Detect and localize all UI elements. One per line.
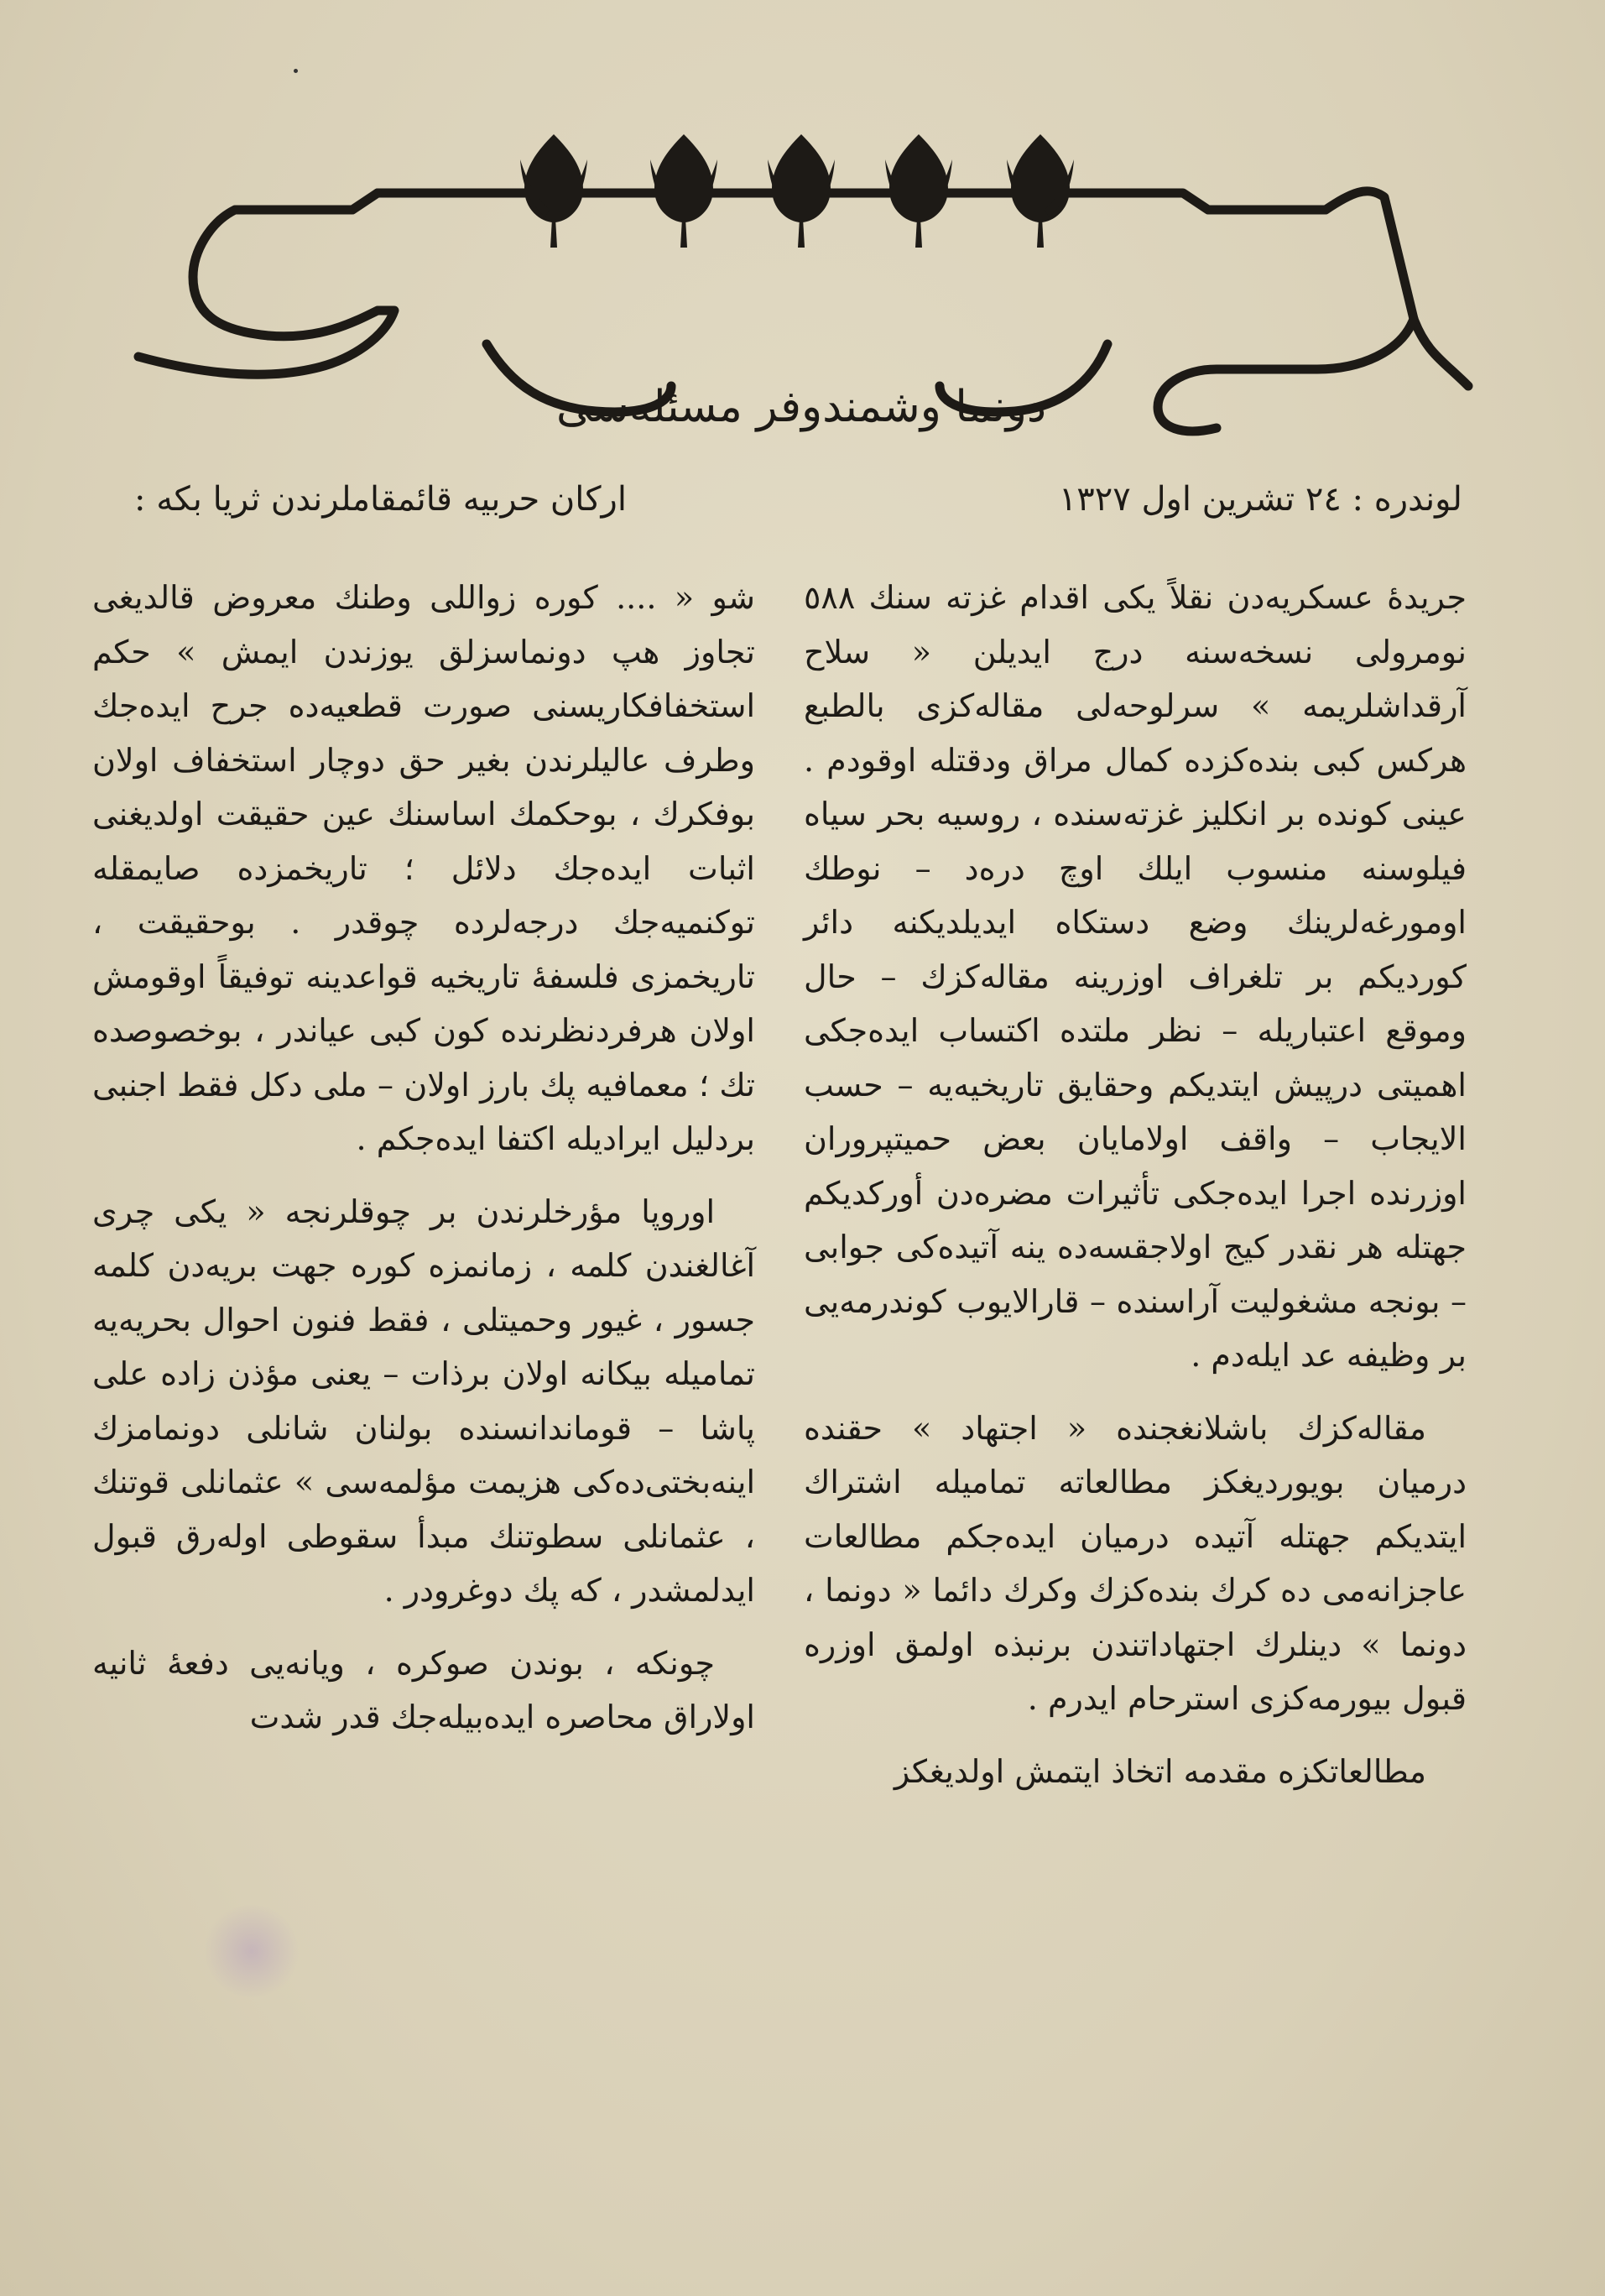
- dateline-addressee: ارکان حربیه قائمقاملرندن ثریا بکه :: [134, 480, 627, 519]
- article-column-right: [804, 571, 1467, 1798]
- ink-speck: [294, 69, 298, 73]
- paragraph: مطالعاتکزه مقدمه اتخاذ ایتمش اولدیغکز: [894, 1752, 1426, 1790]
- masthead: [126, 117, 1477, 470]
- article-title: دونما وشمندوفر مسئله‌سی: [555, 382, 1047, 432]
- article-column-left: [92, 571, 755, 1745]
- dateline-location-date: لوندره : ٢٤ تشرین اول ١٣٢٧: [1058, 480, 1462, 519]
- ink-stain: [201, 1905, 302, 1997]
- paragraph: چونکه ، بوندن صوکره ، ویانه‌یی دفعۀ ثانیه اولاراق محاصره ایده‌بیله‌جك قدر شدت: [92, 1644, 755, 1735]
- paragraph: مقاله‌کزك باشلانغجنده « اجتهاد » حقنده درمیان بویوردیغکز مطالعاته تماميله اشتراك ایتدیکم جهتله آتیده درمیان ایده‌جکم مطالعات عاجزانه‌می ده کرك بنده‌کزك وکرك دائما « دونما ، دونما » دینلرك اجتهاداتندن برنبذه اولمق اوزره قبول بیورمه‌کزی استرحام ایدرم .: [804, 1409, 1467, 1717]
- paragraph: اوروپا مؤرخلرندن بر چوقلرنجه « یکی چری آغالغندن کلمه ، زمانمزه کوره جهت بریه‌دن کلمه جسور ، غیور وحمیتلی ، فقط فنون احوال بحریه‌یه تمامیله بیکانه اولان برذات – یعنی مؤذن زاده علی پاشا – قوماندانسنده بولنان شانلی دونمامزك اینه‌بختی‌ده‌کی هزیمت مؤلمه‌سی » عثمانلی قوتنك ، عثمانلی سطوتنك مبدأ سقوطی اوله‌رق قبول ایدلمشدر ، که پك دوغرودر .: [92, 1192, 755, 1609]
- paragraph: شو « .... کوره زواللی وطنك معروض قالدیغی تجاوز هپ دونماسزلق یوزندن ایمش » حکم استخفافکاریسنی صورت قطعیه‌ده جرح ایده‌جك وطرف عالیلرندن بغیر حق دوچار استخفاف اولان بوفکرك ، بوحکمك اساسنك عین حقیقت اولدیغنی اثبات ایده‌جك دلائل ؛ تاریخمزده صایمقله توکنمیه‌جك درجه‌لرده چوقدر . بوحقیقت ، تاریخمزی فلسفۀ تاریخیه قواعدینه توفیقاً اوقومش اولان هرفردنظرنده کون کبی عیاندر ، بوخصوصده تك ؛ معمافیه پك بارز اولان – ملی دکل فقط اجنبی بردلیل ایرادیله اکتفا ایده‌جکم .: [92, 579, 755, 1157]
- paragraph: جریدۀ عسکریه‌دن نقلاً یکی اقدام غزته‌‌ سنك ٥٨٨ نومرولی نسخه‌سنه درج ایدیلن « سلاح آرقداشلریمه » سرلوحه‌لی مقاله‌کزی بالطبع هرکس کبی بنده‌کزده کمال مراق ودقتله اوقودم . عینی کونده بر انکلیز غزته‌سنده ، روسیه بحر سیاه فیلوسنه منسوب ایلك اوچ دره‌د – نوطك اومورغه‌لرینك وضع دستکاه ایدیلدیکنه دائر کوردیکم بر تلغراف اوزرینه مقاله‌کزك – حال وموقع اعتباریله – نظر ملتده اکتساب ایده‌جکی اهمیتی درپیش ایتدیکم وحقایق تاریخیه‌یه – حسب الایجاب – واقف اولامایان بعض حمیتپروران اوزرنده اجرا ایده‌جکی تأثیرات مضره‌دن أورکدیکم جهتله هر نقدر کیج اولاجقسه‌ده ینه آتیده‌کی جوابی – بونجه مشغولیت آراسنده – قارالایوب کوندرمه‌یی بر وظیفه عد ایله‌دم .: [804, 579, 1467, 1374]
